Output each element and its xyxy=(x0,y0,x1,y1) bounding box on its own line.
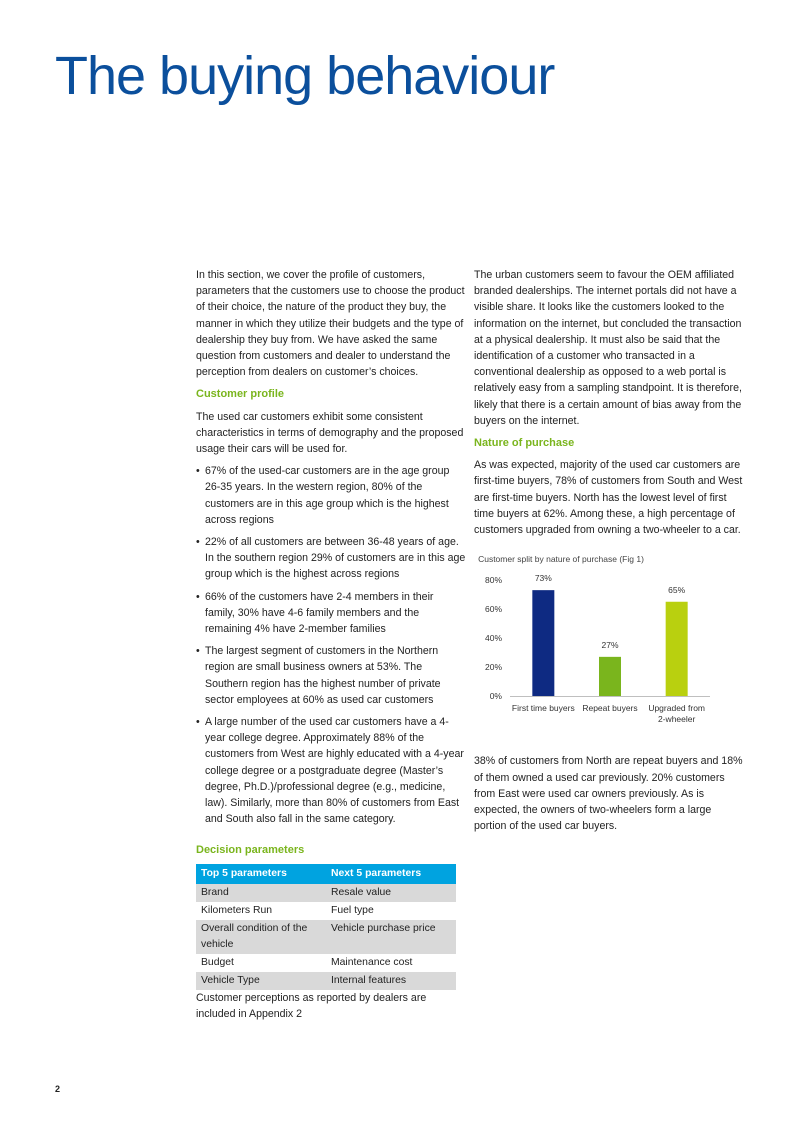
dealership-paragraph: The urban customers seem to favour the OEM affiliated branded dealerships. The internet portals did not have a visible share. It looks like the customers looked to the information on the internet, but concluded the transaction at a physical dealership. It must also be said that the identification of a customer who transacted in a conventional dealership as opposed to a web portal is relatively easy from a sampling standpoint. It is therefore, likely that there is a certain amount of bias away from the buyers on the internet. xyxy=(474,269,742,427)
right-column xyxy=(474,267,744,840)
y-tick-label: 0% xyxy=(489,691,502,702)
x-tick-label: Upgraded from xyxy=(648,703,706,714)
nature-of-purchase-heading: Nature of purchase xyxy=(474,437,575,450)
table-cell: Brand xyxy=(196,884,326,902)
table-cell: Kilometers Run xyxy=(201,904,273,916)
bar xyxy=(599,657,621,696)
repeat-buyers-paragraph: 38% of customers from North are repeat buyers and 18% of them owned a used car previously. 20% customers from East were used car owners previously. As is expected, the owners of two-wheelers form a large portion of the used car buyers. xyxy=(474,755,743,833)
decision-parameters-heading: Decision parameters xyxy=(196,843,305,856)
table-cell: Internal features xyxy=(326,972,456,990)
purchase-chart xyxy=(474,550,744,735)
table-cell: Overall condition of the vehicle xyxy=(196,920,326,954)
bullet-education: • A large number of the used car customers have a 4-year college degree. Approximately 88% of the customers from West are highly educated with a 4-year college degree or a postgraduate degree (Master’s degree, Ph.D.)/professional degree (e.g., medicine, law). Similarly, more than 80% of customers from East and South also fall in the same category. xyxy=(196,714,466,827)
table-row xyxy=(196,972,456,990)
decision-parameters-table xyxy=(196,864,456,990)
table-cell: Vehicle purchase price xyxy=(326,920,456,954)
table-cell: Budget xyxy=(201,956,234,968)
y-tick-label: 40% xyxy=(484,633,502,644)
bar-chart-svg xyxy=(474,550,744,730)
table-header-top5: Top 5 parameters xyxy=(196,864,326,884)
y-tick-label: 20% xyxy=(484,662,502,673)
bar xyxy=(532,590,554,696)
y-tick-label: 80% xyxy=(484,575,502,586)
table-header-next5: Next 5 parameters xyxy=(326,864,456,884)
table-cell: Vehicle Type xyxy=(196,972,326,990)
data-label: 73% xyxy=(534,573,552,584)
table-cell: Maintenance cost xyxy=(331,956,413,968)
page-number: 2 xyxy=(55,1084,61,1094)
y-tick-label: 60% xyxy=(484,604,502,615)
table-row xyxy=(196,954,456,972)
bar xyxy=(666,602,688,696)
table-row xyxy=(196,920,456,954)
table-cell: Fuel type xyxy=(331,904,374,916)
left-column xyxy=(196,267,466,1028)
appendix-note: Customer perceptions as reported by dealers are included in Appendix 2 xyxy=(196,991,427,1020)
chart-title: Customer split by nature of purchase (Fig 1) xyxy=(478,554,644,565)
profile-bullet-list xyxy=(196,463,466,827)
table-header-row xyxy=(196,864,456,884)
bullet-age-36-48: • 22% of all customers are between 36-48 years of age. In the southern region 29% of customers are in this age group which is the highest across regions xyxy=(196,534,466,583)
data-label: 65% xyxy=(668,585,686,595)
bullet-family-size: • 66% of the customers have 2-4 members in their family, 30% have 4-6 family members and the remaining 4% have 2-member families xyxy=(196,589,466,638)
profile-intro-paragraph: The used car customers exhibit some consistent characteristics in terms of demography and the proposed usage their cars will be used for. xyxy=(196,410,464,456)
x-tick-label: First time buyers xyxy=(511,703,575,714)
page-title: The buying behaviour xyxy=(55,46,555,106)
nature-paragraph: As was expected, majority of the used car customers are first-time buyers, 78% of customers from South and West are first-time buyers. North has the lowest level of first time buyers at 62%. Among these, a high percentage of customers upgraded from owning a two-wheeler to a car. xyxy=(474,459,743,537)
bullet-occupation: • The largest segment of customers in the Northern region are small business owners at 53%. The Southern region has the highest number of private sector employees at 60% as used car customers xyxy=(196,643,466,708)
x-tick-label: Repeat buyers xyxy=(582,703,638,714)
x-tick-label: 2-wheeler xyxy=(658,714,696,725)
table-cell: Resale value xyxy=(326,884,456,902)
data-label: 27% xyxy=(601,640,619,651)
customer-profile-heading: Customer profile xyxy=(196,388,285,401)
table-row xyxy=(196,884,456,902)
table-row xyxy=(196,902,456,920)
intro-paragraph: In this section, we cover the profile of customers, parameters that the customers use to choose the product of their choice, the nature of the product they buy, the manner in which they utilize their budgets and the type of dealership they buy from. We have asked the same question from customers and dealer to understand the perception from dealers on customer’s choices. xyxy=(196,269,465,379)
bullet-age-group: • 67% of the used-car customers are in the age group 26-35 years. In the western region, 80% of the customers are in this age group which is the highest across regions xyxy=(196,463,466,528)
